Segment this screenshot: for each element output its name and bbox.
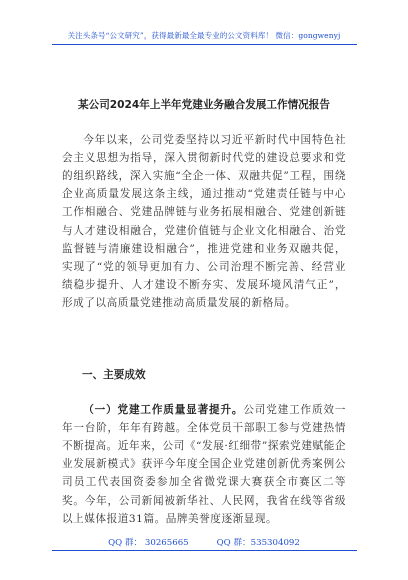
header-rule (52, 44, 357, 45)
footer-rule (52, 550, 357, 551)
achievement-lead: （一）党建工作质量显著提升。 (83, 403, 244, 416)
promo-banner: 关注头条号“公文研究”，获得最新最全最专业的公文资料库！ 微信：gongwenyj (67, 31, 341, 40)
footer-contacts (0, 536, 408, 548)
document-title: 某公司2024年上半年党建业务融合发展工作情况报告 (78, 99, 330, 111)
section-heading: 一、主要成效 (82, 369, 146, 381)
achievement-text: 公司党建工作质效一年一台阶，年年有跨越。全体党员干部职工参与党建热情不断提高。近年来，公司《“发展·红细带”探索党建赋能企业发展新模式》获评今年度全国企业党建创新优秀案例公司员工代表国资委参加全省微党课大赛获全市赛区二等奖。今年，公司新闻被新华社、人民网，我省在线等省级以上媒体报道31篇。品牌美誉度逐渐显现。 (62, 403, 347, 525)
achievement-paragraph (62, 401, 346, 528)
intro-paragraph: 今年以来，公司党委坚持以习近平新时代中国特色社会主义思想为指导，深入贯彻新时代党的建设总要求和党的组织路线，深入实施“全企一体、双融共促”工程，围绕企业高质量发展这条主线，通过推动“党建责任链与中心工作相融合、党建品牌链与业务拓展相融合、党建创新链与人才建设相融合，党建价值链与企业文化相融合、治党监督链与清廉建设相融合”，推进党建和业务双融共促，实现了“党的领导更加有力、公司治理不断完善、经营业绩稳步提升、人才建设不断夯实、发展环境风清气正”，形成了以高质量党建推动高质量发展的新格局。 (62, 133, 346, 310)
qq-group-2: QQ 群：535304092 (216, 538, 300, 548)
qq-group-1: QQ 群： 30265665 (108, 538, 189, 548)
